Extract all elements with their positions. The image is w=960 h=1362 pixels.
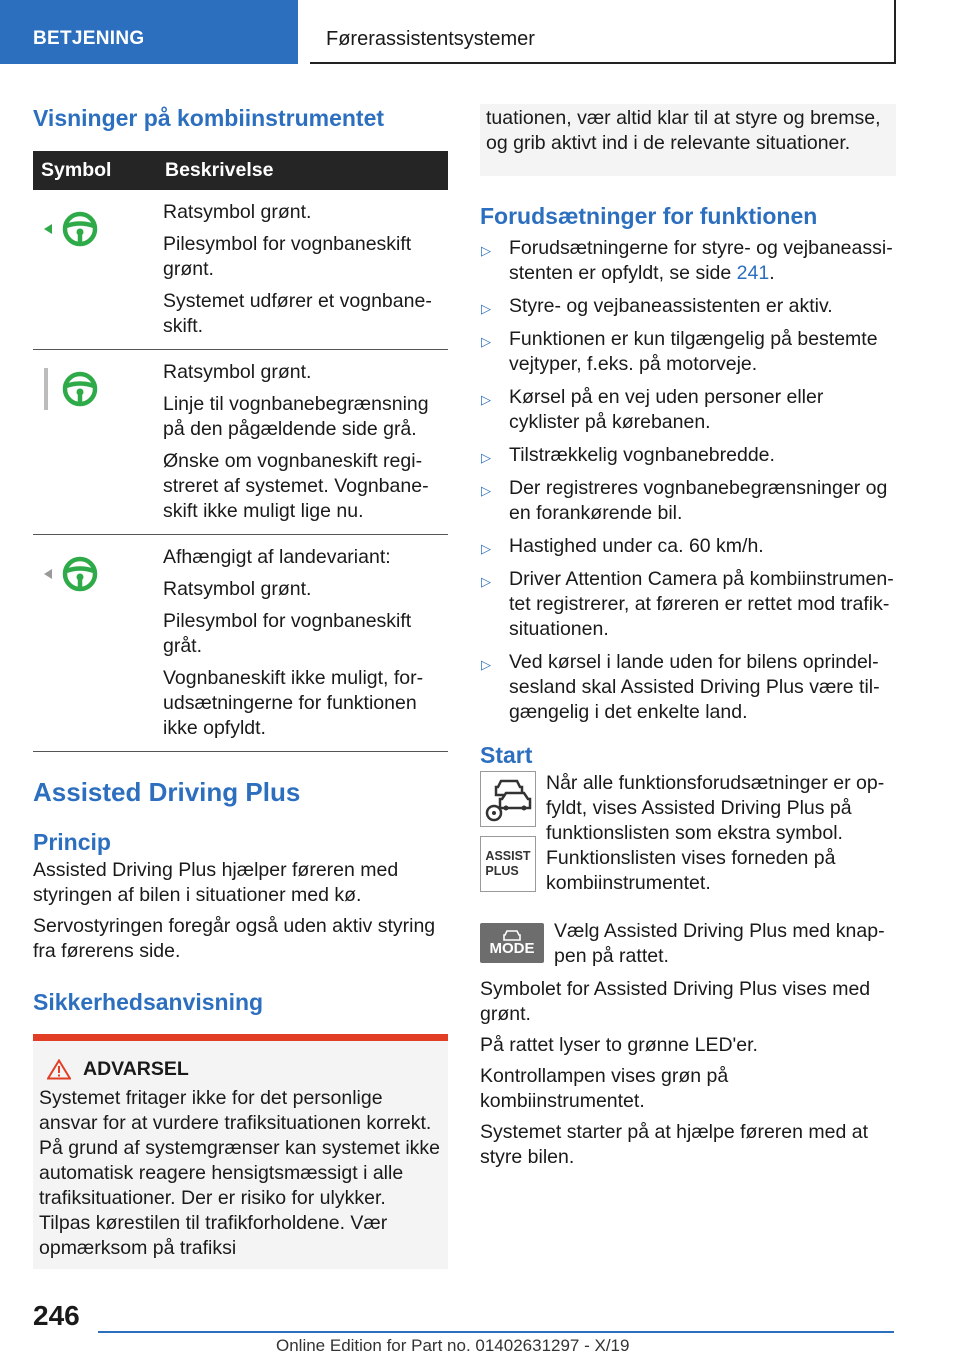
prerequisites-list [480,236,896,725]
list-item [480,385,896,435]
display-section-title: Visninger på kombiinstrumentet [33,105,385,131]
symbol-table [33,151,448,752]
table-cell-symbol [33,350,157,535]
list-item-text: Forudsætningerne for styre- og vejbaneassistenten er opfyldt, se side [509,237,893,284]
list-item-text: Driver Attention Camera på kombiinstrumentet registrerer, at føreren er rettet mod trafiksituationen. [509,568,894,640]
list-item-text: Kørsel på en vej uden personer eller cyklister på kørebanen. [509,386,824,433]
steering-wheel-arrow-green-icon [33,204,157,256]
triangle-bullet-icon: ▷ [481,392,491,407]
header-section-label: BETJENING [33,28,145,49]
table-header-description: Beskrivelse [157,151,448,190]
adp-title: Assisted Driving Plus [33,777,301,807]
car-icon [503,930,521,941]
list-item-text: Hastighed under ca. 60 km/h. [509,535,764,557]
triangle-bullet-icon: ▷ [481,334,491,349]
header-chapter-tab [310,0,896,64]
mode-button-label: MODE [489,939,535,957]
page-number: 246 [33,1300,80,1331]
header-section-tab [0,0,298,64]
table-row [33,190,448,350]
warning-continuation-box [480,104,896,176]
plus-label: PLUS [485,864,519,878]
description-line: Ratsymbol grønt. [163,201,312,223]
footer-divider [98,1331,894,1333]
paragraph-symbol-green: Symbolet for Assisted Driving Plus vises med grønt. [480,978,871,1025]
list-item-text: Tilstrækkelig vognbanebredde. [509,444,775,466]
description-line: Ratsymbol grønt. [163,578,312,600]
assisted-driving-cars-icon [480,771,536,827]
description-line: Vognbaneskift ikke muligt, forudsætningerne for funktionen ikke opfyldt. [163,667,424,739]
warning-triangle-icon [47,1059,71,1080]
triangle-bullet-icon: ▷ [481,483,491,498]
mode-icon-col [480,919,554,969]
list-item [480,443,896,468]
description-line: Afhængigt af landevariant: [163,546,391,568]
start-icons [480,771,546,901]
header-chapter-label: Førerassistentsystemer [326,28,535,50]
warning-header [39,1057,442,1082]
table-row [33,350,448,535]
paragraph-leds: På rattet lyser to grønne LED'er. [480,1034,758,1056]
principle-title: Princip [33,829,111,855]
triangle-bullet-icon: ▷ [481,574,491,589]
description-line: Systemet udfører et vognbaneskift. [163,290,432,337]
page-reference-link[interactable]: 241 [736,262,770,284]
footer-edition: Online Edition for Part no. 01402631297 - X/19 [276,1336,630,1355]
right-column [480,104,896,1170]
warning-text: Systemet fritager ikke for det personlige ansvar for at vurdere trafiksituationen korrekt. På grund af systemgrænser kan systemet ikke automatisk reagere hensigtsmæssigt i alle trafiksituationer. Der er risiko for ulykker. Tilpas kørestilen til trafikforholdene. Vær opmærksom på trafiksi [39,1087,440,1259]
table-cell-description [157,535,448,752]
table-cell-description [157,190,448,350]
steering-wheel-arrow-gray-icon [33,549,157,601]
warning-continuation-text: tuationen, vær altid klar til at styre og bremse, og grib aktivt ind i de relevante situationer. [486,107,881,154]
triangle-bullet-icon: ▷ [481,541,491,556]
table-header-row [33,151,448,190]
list-item-text: Funktionen er kun tilgængelig på bestemte vejtyper, f.eks. på motorveje. [509,328,878,375]
table-cell-symbol [33,535,157,752]
table-row [33,535,448,752]
table-cell-description [157,350,448,535]
safety-title: Sikkerhedsanvisning [33,989,264,1015]
prerequisites-title: Forudsætninger for funktionen [480,203,818,229]
list-item-text-end: . [769,262,775,284]
list-item [480,567,896,642]
list-item-text: Ved kørsel i lande uden for bilens oprindelsesland skal Assisted Driving Plus være tilgængelig i det enkelte land. [509,651,880,723]
description-line: Pilesymbol for vognbaneskift grønt. [163,233,412,280]
table-cell-symbol [33,190,157,350]
paragraph-indicator: Kontrollampen vises grøn på kombiinstrumentet. [480,1065,729,1112]
list-item [480,476,896,526]
start-row [480,771,896,901]
paragraph-system-starts: Systemet starter på at hjælpe føreren med at styre bilen. [480,1121,869,1168]
steering-wheel-lane-line-icon [33,364,157,416]
description-line: Ratsymbol grønt. [163,361,312,383]
triangle-bullet-icon: ▷ [481,243,491,258]
list-item [480,294,896,319]
list-item [480,534,896,559]
table-header-symbol: Symbol [33,151,157,190]
start-paragraph: Når alle funktionsforudsætninger er opfyldt, vises Assisted Driving Plus på funktionslisten som ekstra symbol. Funktionslisten vises forneden på kombiinstrumentet. [546,772,885,894]
list-item [480,650,896,725]
triangle-bullet-icon: ▷ [481,450,491,465]
list-item [480,327,896,377]
description-line: Linje til vognbanebegrænsning på den pågældende side grå. [163,393,429,440]
list-item [480,236,896,286]
assist-plus-symbol [480,836,536,892]
principle-paragraph-1: Assisted Driving Plus hjælper føreren med styringen af bilen i situationer med kø. [33,859,399,906]
description-line: Pilesymbol for vognbaneskift gråt. [163,610,412,657]
principle-paragraph-2: Servostyringen foregår også uden aktiv styring fra førerens side. [33,915,436,962]
assist-label: ASSIST [485,849,531,863]
triangle-bullet-icon: ▷ [481,657,491,672]
mode-button[interactable] [480,923,544,963]
warning-box [33,1034,448,1269]
warning-label: ADVARSEL [83,1058,189,1080]
description-line: Ønske om vognbaneskift registreret af systemet. Vognbaneskift ikke muligt lige nu. [163,450,429,522]
mode-paragraph: Vælg Assisted Driving Plus med knappen på rattet. [554,920,885,967]
left-column [33,104,448,1269]
mode-row [480,919,896,969]
list-item-text: Styre- og vejbaneassistenten er aktiv. [509,295,833,317]
triangle-bullet-icon: ▷ [481,301,491,316]
start-title: Start [480,742,533,768]
list-item-text: Der registreres vognbanebegrænsninger og en forankørende bil. [509,477,888,524]
